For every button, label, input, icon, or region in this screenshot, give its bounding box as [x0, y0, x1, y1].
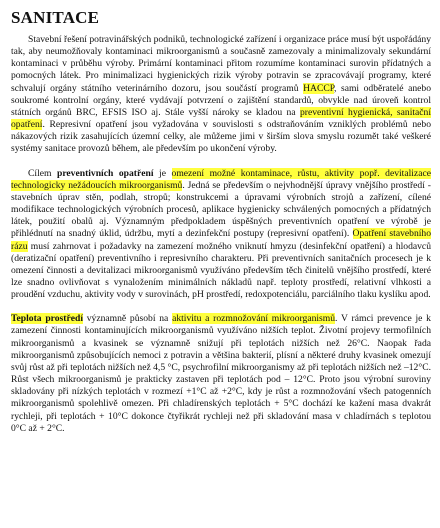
body-text: . V rámci prevence je k zamezení činnosti kontaminujících mikroorganismů využíváno nižších teplot. Životní projevy termofilních mikroorganismů a kvasinek se významně snižují při teplotách nižších než 26°C. Naopak řada mikroorganismů způsobujících nemoci z potravin a většina bakterií, plísní a některé druhy kvasinek omezují svůj růst až při teplotách nižších než 4,5 °C, psychrofilní mikroorganismy až při teplotách nižších než –12°C. Růst všech mikroorganismů je prakticky zastaven při teplotách pod – 12°C. Proto jsou výrobní suroviny skladovány při nízkých teplotách v rozmezí +1°C až +2°C, kdy je růst a rozmnožování všech patogenních mikroorganismů spolehlivě omezen. Při chladírenských teplotách + 5°C dochází ke kažení masa dvakrát rychleji, při teplotách + 10°C dokonce čtyřikrát rychleji než při skladování masa v chladírnách s teplotou 0°C až + 2°C.: [11, 313, 431, 434]
body-text: Stavební řešení potravinářských podniků, technologické zařízení i organizace práce musí být uspořádány tak, aby neumožňovaly kontaminaci mikroorganismů a současně zamezovaly a minimalizovaly sekundární kontaminaci v průběhu výroby. Primární kontaminaci přitom rozumíme kontaminaci surovin přídatných a pomocných látek. Pro minimalizaci hygienických rizik výroby potravin se zpracovávají programy, které schvalují orgány státního veterinárního dozoru, jsou součástí programů: [11, 34, 431, 94]
paragraph-gap: [11, 156, 431, 168]
highlighted-text: Opatření stavebního rázu: [11, 228, 431, 252]
body-text: významně působí na: [82, 313, 173, 325]
body-text: je: [153, 167, 172, 179]
body-text: , sami odběratelé anebo soukromé kontrolní orgány, které vydávají potvrzení o zajištění standardů, obvykle nad úroveň kontrol státních orgánů BRC, EFSIS ISO aj. Stále vyšší nároky se kladou na: [11, 82, 431, 118]
highlighted-text: preventivní hygienická, sanitační opatření: [11, 106, 431, 131]
paragraph-gap: [11, 301, 431, 313]
paragraph-preventive-measures: [11, 168, 431, 302]
bold-text: preventivních opatření: [57, 167, 154, 179]
highlighted-text: aktivitu a rozmnožování mikroorganismů: [172, 313, 336, 325]
body-text: . Represivní opatření jsou vyžadována v souvislosti s odstraňováním vzniklých problémů nebo nákazových rizik zasahujících územní celky, ale můžeme jimi v širším slova smyslu rozumět také veškeré systémy sanitace provozů během, ale především po ukončení výroby.: [11, 119, 431, 155]
page-title: SANITACE: [11, 8, 100, 27]
body-text: musí zahrnovat i požadavky na zamezení možného vniknutí hmyzu (desinfekční opatření) a hlodavců (deratizační opatření) preventivního i represivního charakteru. Při preventivních sanitačních procesech je k omezení činnosti a devitalizaci mikroorganismů využíváno především těch činitelů vnějšího prostředí, které lze snadno ovlivňovat s vynaložením minimálních nákladů např. teploty prostředí, relativní vlhkosti a proudění vzduchu, aktivity vody v surovinách, pH prostředí, redoxpotenciálu, parciálního tlaku kyslíku apod.: [11, 240, 431, 301]
body-text: . Jedná se především o nejvhodnější úpravy vnějšího prostředí - stavebních úprav stěn, podlah, stropů; konstrukcemi a úpravami výrobních strojů a zařízení, cílené modifikace technologických výrobních procesů, aplikace hygienicky schválených pomocných a přídatných látek, použití obalů aj. Významným předpokladem úspěšných preventivních opatření ve výrobě je přihlédnutí na snadný úklid, údržbu, mytí a dezinfekční postupy (represivní opatření).: [11, 179, 431, 240]
highlighted-text: HACCP: [303, 82, 335, 94]
paragraph-temperature: [11, 313, 431, 435]
body-text: Cílem: [28, 167, 57, 179]
highlighted-text: omezení možné kontaminace, růstu, aktivity popř. devitalizace technologicky nežádoucích mikroorganismů: [11, 167, 431, 191]
paragraph-construction-sanitation: [11, 34, 431, 156]
highlighted-text: Teplota prostředí: [11, 313, 83, 325]
